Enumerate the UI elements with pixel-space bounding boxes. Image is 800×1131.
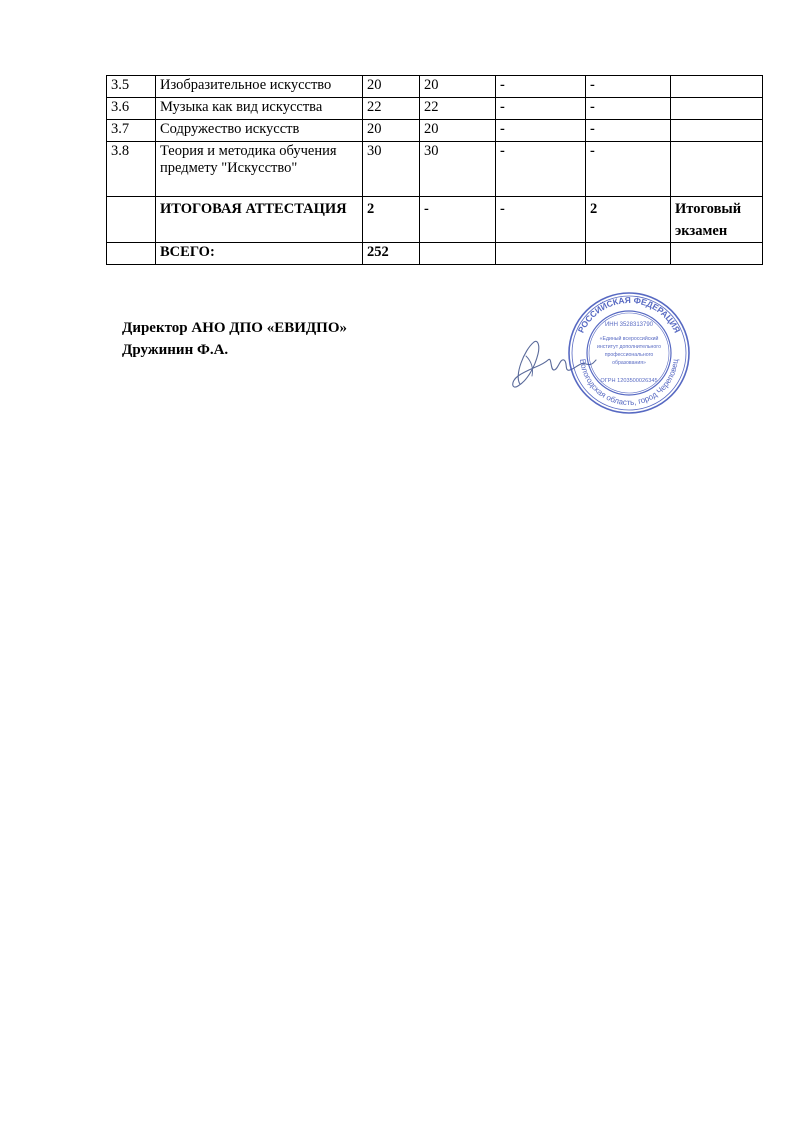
stamp-line-3: профессионального <box>604 352 654 358</box>
practice-hours <box>496 243 586 265</box>
stamp-bottom-text: Вологодская область, город Череповец <box>578 358 680 408</box>
total-label: ВСЕГО: <box>156 243 363 265</box>
practice-hours: - <box>496 142 586 197</box>
total-hours: 252 <box>363 243 420 265</box>
control-form <box>671 98 763 120</box>
curriculum-table <box>106 75 763 265</box>
module-name: Изобразительное искусство <box>156 76 363 98</box>
control-hours: - <box>586 98 671 120</box>
total-hours: 22 <box>363 98 420 120</box>
total-hours: 20 <box>363 120 420 142</box>
control-form <box>671 243 763 265</box>
row-number: 3.6 <box>107 98 156 120</box>
row-number: 3.5 <box>107 76 156 98</box>
control-hours <box>586 243 671 265</box>
total-hours: 20 <box>363 76 420 98</box>
row-number: 3.8 <box>107 142 156 197</box>
signature-block <box>122 317 347 361</box>
stamp-ogrn: ОГРН 1203500026345 <box>600 378 658 384</box>
attestation-row <box>107 197 763 243</box>
director-title: Директор АНО ДПО «ЕВИДПО» <box>122 320 348 336</box>
lecture-hours: 20 <box>420 76 496 98</box>
table-row <box>107 142 763 197</box>
total-hours: 30 <box>363 142 420 197</box>
director-name: Дружинин Ф.А. <box>122 342 229 358</box>
practice-hours: - <box>496 98 586 120</box>
row-number <box>107 197 156 243</box>
table-row <box>107 98 763 120</box>
lecture-hours: 22 <box>420 98 496 120</box>
row-number: 3.7 <box>107 120 156 142</box>
lecture-hours: 30 <box>420 142 496 197</box>
attestation-name: ИТОГОВАЯ АТТЕСТАЦИЯ <box>156 197 363 243</box>
svg-text:РОССИЙСКАЯ ФЕДЕРАЦИЯ <box>576 295 683 334</box>
stamp-line-2: институт дополнительного <box>597 344 661 350</box>
lecture-hours: - <box>420 197 496 243</box>
control-hours: - <box>586 76 671 98</box>
organization-stamp <box>566 290 692 416</box>
control-hours: - <box>586 142 671 197</box>
control-form <box>671 120 763 142</box>
table-row <box>107 76 763 98</box>
lecture-hours <box>420 243 496 265</box>
practice-hours: - <box>496 120 586 142</box>
control-form <box>671 76 763 98</box>
row-number <box>107 243 156 265</box>
stamp-top-text: РОССИЙСКАЯ ФЕДЕРАЦИЯ <box>575 294 683 335</box>
lecture-hours: 20 <box>420 120 496 142</box>
stamp-line-1: «Единый всероссийский <box>599 336 659 342</box>
control-form <box>671 142 763 197</box>
module-name: Музыка как вид искусства <box>156 98 363 120</box>
control-hours: - <box>586 120 671 142</box>
practice-hours: - <box>496 197 586 243</box>
total-hours: 2 <box>363 197 420 243</box>
control-form: Итоговый экзамен <box>671 197 763 243</box>
total-row <box>107 243 763 265</box>
stamp-line-4: образования» <box>612 360 646 366</box>
control-hours: 2 <box>586 197 671 243</box>
practice-hours: - <box>496 76 586 98</box>
stamp-inn: ИНН 3528313790 <box>604 322 654 328</box>
module-name: Теория и методика обучения предмету "Искусство" <box>156 142 363 197</box>
module-name: Содружество искусств <box>156 120 363 142</box>
table-row <box>107 120 763 142</box>
